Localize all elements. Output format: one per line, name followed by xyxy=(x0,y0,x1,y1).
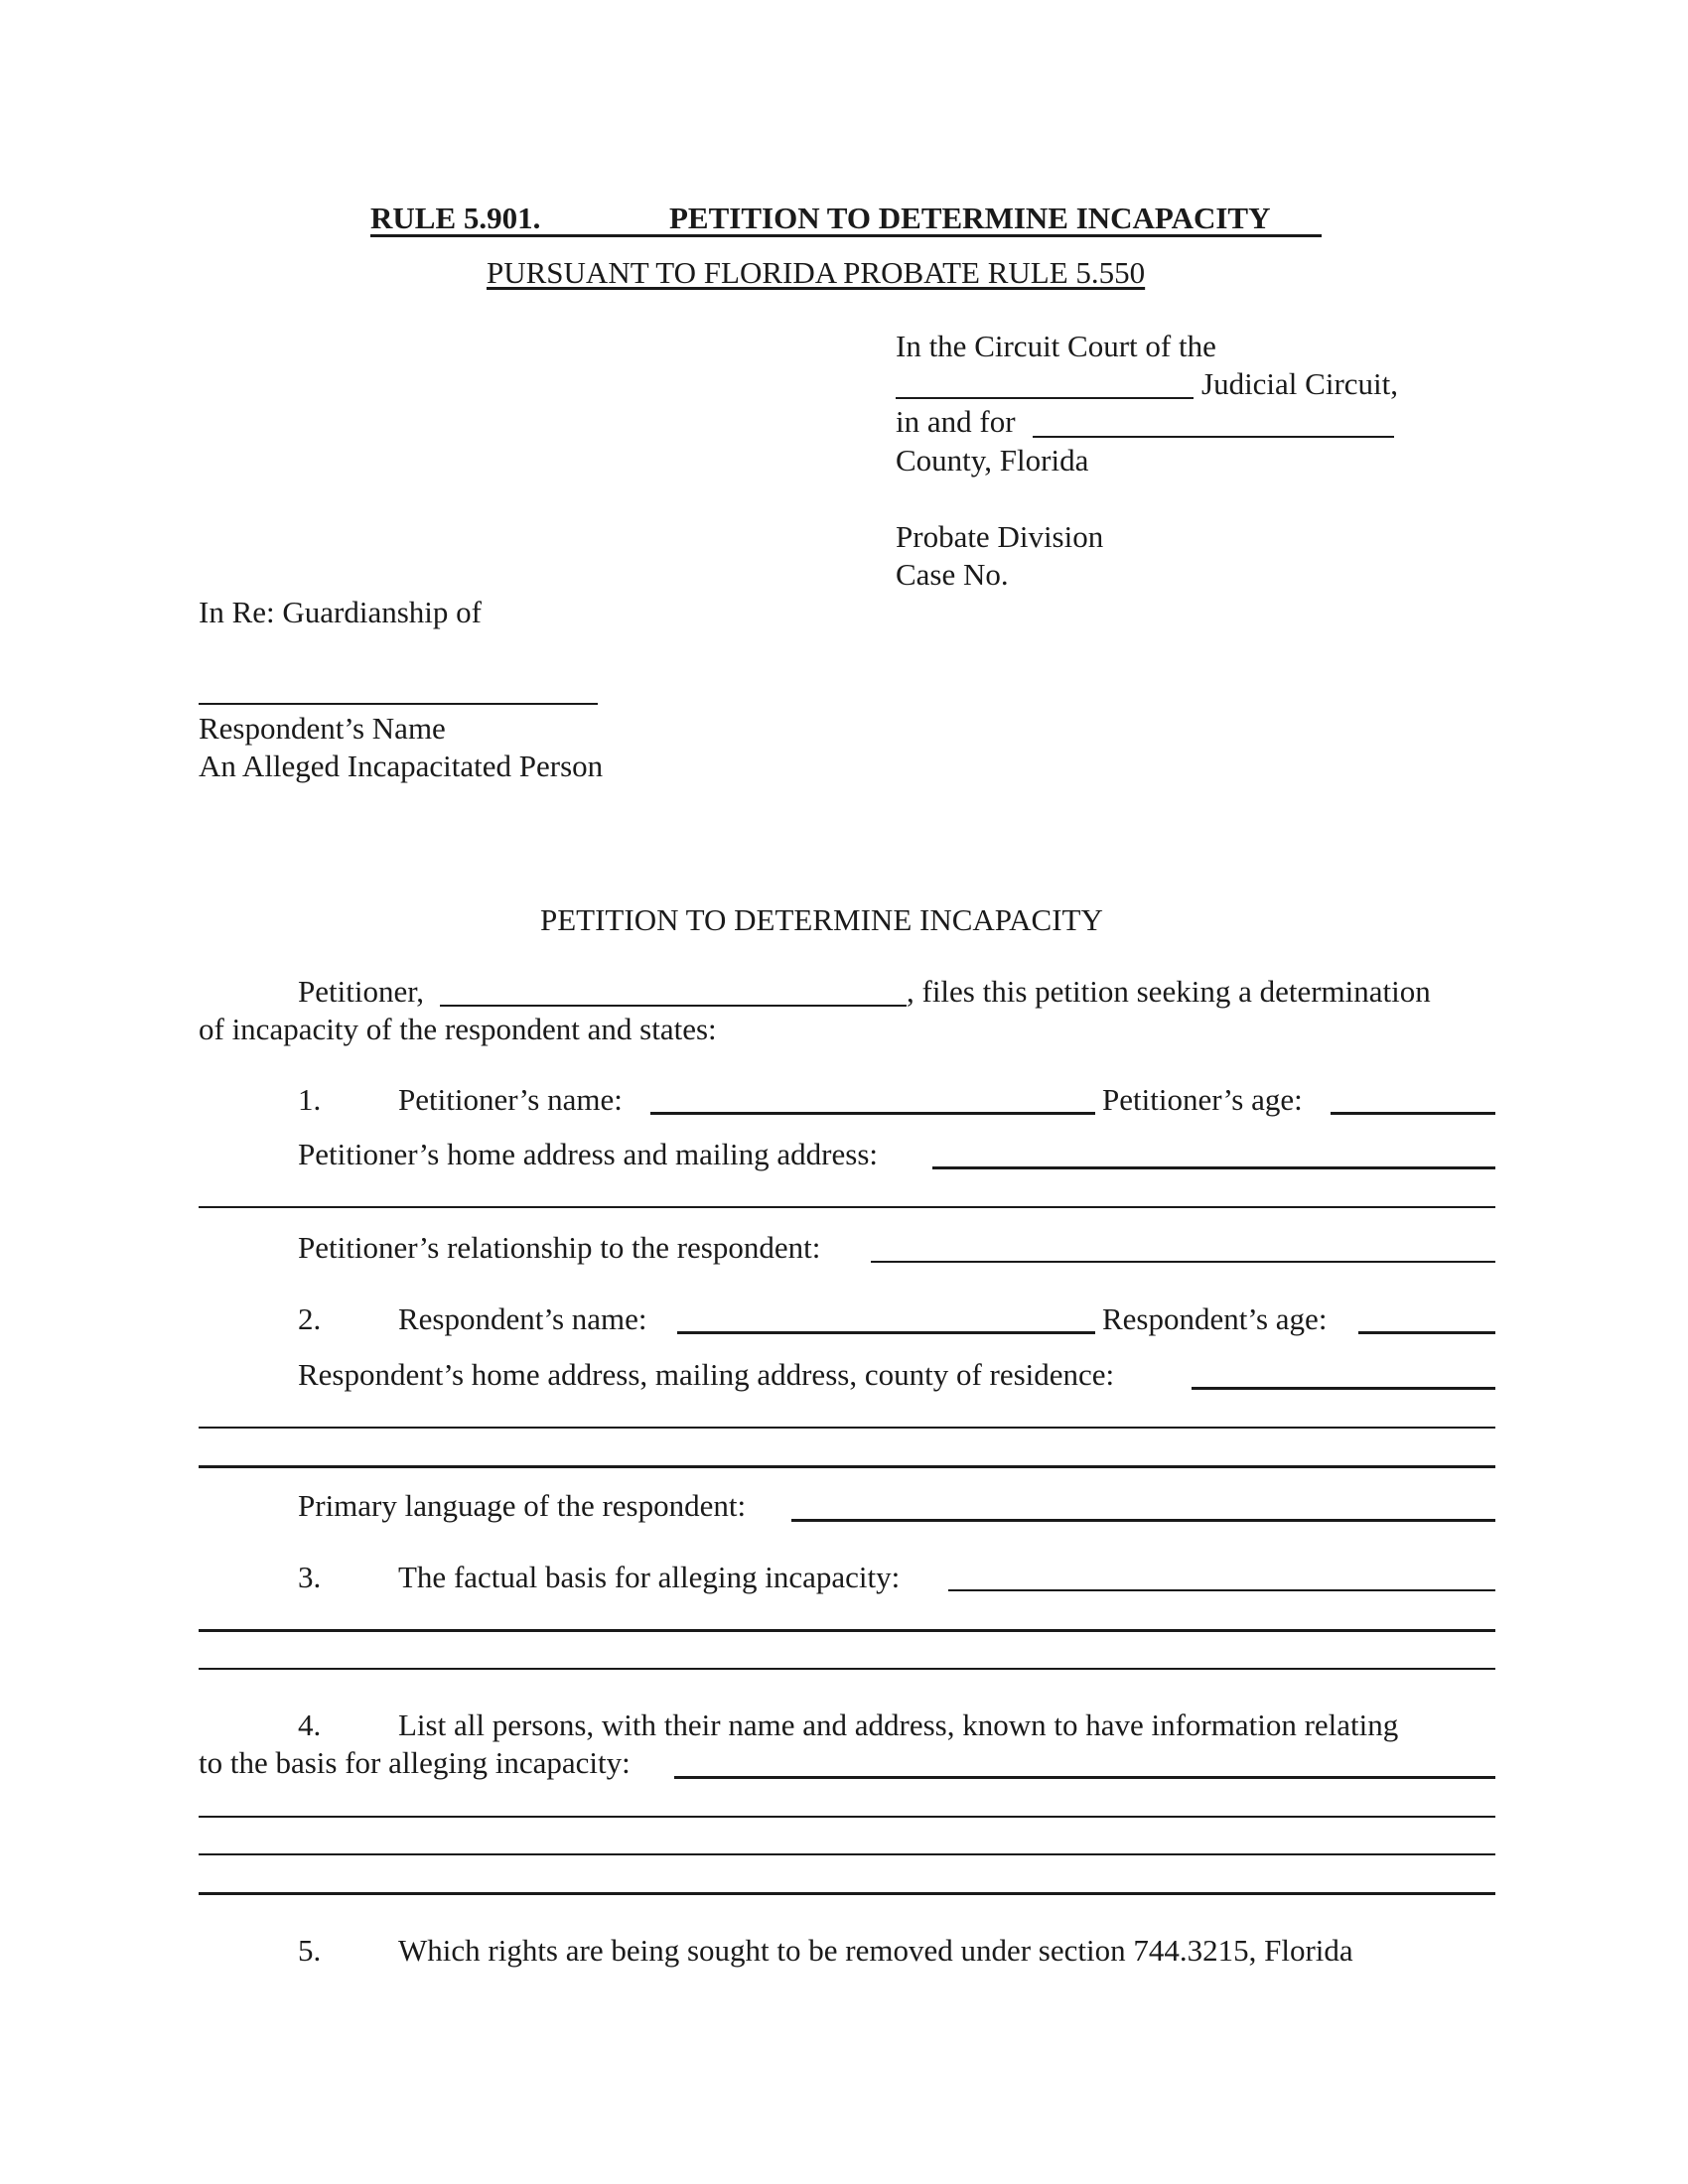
informed-persons-blank[interactable] xyxy=(674,1776,1495,1779)
subtitle: PURSUANT TO FLORIDA PROBATE RULE 5.550 xyxy=(487,255,1146,290)
respondent-name-field-blank[interactable] xyxy=(677,1331,1095,1334)
petitioner-age-label: Petitioner’s age: xyxy=(1102,1082,1303,1117)
case-number-label: Case No. xyxy=(896,557,1009,592)
petitioner-name-blank[interactable] xyxy=(650,1112,1095,1115)
item-1-number: 1. xyxy=(298,1082,322,1117)
informed-persons-blank-3[interactable] xyxy=(199,1853,1495,1855)
item-4-text-1: List all persons, with their name and address, known to have information relating xyxy=(398,1707,1399,1742)
factual-basis-blank-2[interactable] xyxy=(199,1629,1495,1632)
petitioner-name-label: Petitioner’s name: xyxy=(398,1082,623,1117)
in-re-label: In Re: Guardianship of xyxy=(199,595,482,629)
respondent-age-blank[interactable] xyxy=(1358,1331,1495,1334)
factual-basis-blank-3[interactable] xyxy=(199,1668,1495,1670)
intro-suffix: , files this petition seeking a determination xyxy=(907,974,1431,1009)
petitioner-relationship-label: Petitioner’s relationship to the respondent: xyxy=(298,1230,821,1265)
petition-heading: PETITION TO DETERMINE INCAPACITY xyxy=(540,902,1103,937)
petitioner-address-label: Petitioner’s home address and mailing address: xyxy=(298,1137,879,1171)
respondent-age-label: Respondent’s age: xyxy=(1102,1301,1328,1336)
rule-number: RULE 5.901. xyxy=(370,201,541,235)
primary-language-blank[interactable] xyxy=(791,1519,1495,1522)
respondent-description: An Alleged Incapacitated Person xyxy=(199,749,604,783)
petitioner-age-blank[interactable] xyxy=(1331,1112,1495,1115)
item-4-number: 4. xyxy=(298,1707,322,1742)
rule-title: PETITION TO DETERMINE INCAPACITY xyxy=(669,201,1271,235)
item-4-text-2: to the basis for alleging incapacity: xyxy=(199,1745,631,1780)
respondent-name-field-label: Respondent’s name: xyxy=(398,1301,647,1336)
court-line-2: Judicial Circuit, xyxy=(1201,366,1399,401)
intro-line-2: of incapacity of the respondent and states: xyxy=(199,1012,717,1046)
factual-basis-blank[interactable] xyxy=(948,1589,1495,1591)
item-5-number: 5. xyxy=(298,1933,322,1968)
respondent-name-blank[interactable] xyxy=(199,703,598,705)
respondent-address-blank[interactable] xyxy=(1192,1387,1495,1390)
court-line-1: In the Circuit Court of the xyxy=(896,329,1216,363)
court-line-4: County, Florida xyxy=(896,443,1089,478)
respondent-address-blank-2[interactable] xyxy=(199,1427,1495,1429)
intro-petitioner-blank[interactable] xyxy=(440,1005,907,1007)
petitioner-address-blank[interactable] xyxy=(932,1166,1495,1169)
item-3-number: 3. xyxy=(298,1560,322,1594)
item-2-number: 2. xyxy=(298,1301,322,1336)
respondent-address-blank-3[interactable] xyxy=(199,1465,1495,1468)
respondent-name-label: Respondent’s Name xyxy=(199,711,446,746)
primary-language-label: Primary language of the respondent: xyxy=(298,1488,747,1523)
court-line-3: in and for xyxy=(896,404,1016,439)
intro-petitioner-label: Petitioner, xyxy=(298,974,425,1009)
county-blank[interactable] xyxy=(1033,436,1394,438)
petitioner-relationship-blank[interactable] xyxy=(871,1261,1495,1263)
probate-division: Probate Division xyxy=(896,519,1104,554)
informed-persons-blank-4[interactable] xyxy=(199,1892,1495,1895)
informed-persons-blank-2[interactable] xyxy=(199,1816,1495,1818)
item-5-text-1: Which rights are being sought to be removed under section 744.3215, Florida xyxy=(398,1933,1353,1968)
respondent-address-label: Respondent’s home address, mailing address, county of residence: xyxy=(298,1357,1115,1392)
judicial-circuit-blank[interactable] xyxy=(896,397,1194,399)
petitioner-address-blank-2[interactable] xyxy=(199,1206,1495,1208)
title-underline xyxy=(370,234,1322,237)
factual-basis-label: The factual basis for alleging incapacity: xyxy=(398,1560,901,1594)
